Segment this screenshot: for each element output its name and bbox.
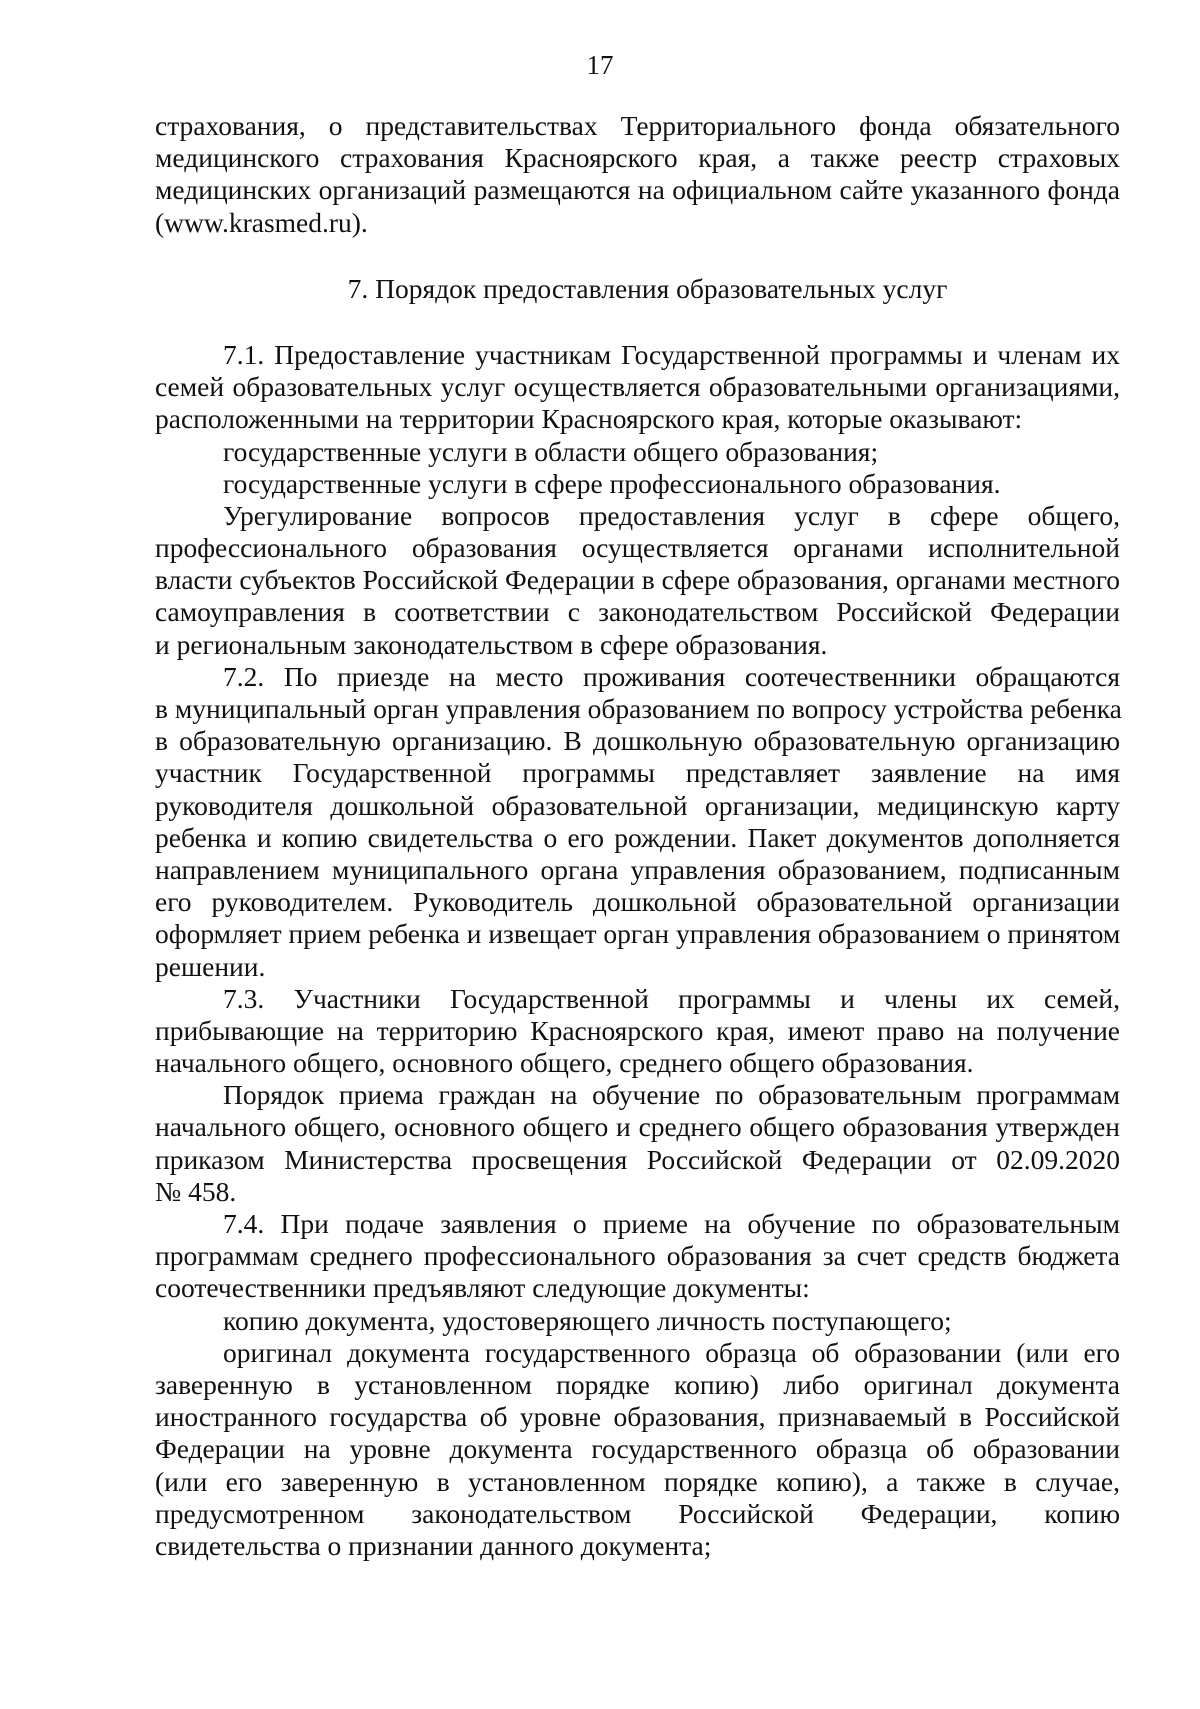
text-line: 7.2. По приезде на место проживания соотечественники обращаются — [223, 660, 1120, 692]
text-line: оригинал документа государственного образца об образовании (или его — [223, 1336, 1120, 1368]
text-line: № 458. — [155, 1175, 237, 1207]
text-line: страхования, о представительствах Территориального фонда обязательного — [155, 110, 1120, 141]
section-heading: 7. Порядок предоставления образовательных услуг — [347, 272, 948, 304]
text-line: (или его заверенную в установленном порядке копию), а также в случае, — [155, 1465, 1120, 1497]
text-line: начального общего, основного общего и среднего общего образования утвержден — [155, 1111, 1120, 1143]
text-line: медицинского страхования Красноярского края, а также реестр страховых — [155, 142, 1120, 174]
text-line: в образовательную организацию. В дошкольную образовательную организацию — [155, 725, 1120, 757]
text-line: руководителя дошкольной образовательной организации, медицинскую карту — [155, 789, 1120, 821]
text-line: прибывающие на территорию Красноярского края, имеют право на получение — [155, 1014, 1120, 1046]
text-line: 7.4. При подаче заявления о приеме на обучение по образовательным — [223, 1208, 1120, 1239]
text-line: профессионального образования осуществляется органами исполнительной — [155, 532, 1120, 564]
text-line: ребенка и копию свидетельства о его рождении. Пакет документов дополняется — [155, 821, 1120, 853]
text-line: заверенную в установленном порядке копию) либо оригинал документа — [155, 1368, 1120, 1400]
text-line: иностранного государства об уровне образования, признаваемый в Российской — [155, 1401, 1120, 1433]
text-line: программам среднего профессионального образования за счет средств бюджета — [155, 1240, 1120, 1272]
text-line: и региональным законодательством в сфере образования. — [155, 628, 828, 660]
text-line: соотечественники предъявляют следующие документы: — [155, 1272, 810, 1304]
text-line: Федерации на уровне документа государственного образца об образовании — [155, 1433, 1120, 1465]
page-number: 17 — [586, 50, 614, 80]
paragraph-7-2 — [155, 661, 1120, 983]
text-line: направлением муниципального органа управления образованием, подписанным — [155, 853, 1120, 885]
text-line: (www.krasmed.ru). — [155, 206, 368, 238]
paragraph-7-4 — [155, 1208, 1120, 1337]
paragraph-7-1 — [155, 339, 1120, 500]
paragraph-7-3-order — [155, 1079, 1120, 1208]
spacer — [155, 305, 1120, 339]
text-line: начального общего, основного общего, среднего общего образования. — [155, 1047, 974, 1079]
text-line: государственные услуги в области общего образования; — [223, 435, 879, 467]
text-line: Урегулирование вопросов предоставления услуг в сфере общего, — [223, 499, 1120, 531]
text-line: его руководителем. Руководитель дошкольной образовательной организации — [155, 886, 1120, 918]
text-line: 7.3. Участники Государственной программы и члены их семей, — [223, 982, 1120, 1014]
text-line: оформляет прием ребенка и извещает орган управления образованием о принятом — [155, 918, 1121, 950]
text-line: 7.1. Предоставление участникам Государственной программы и членам их — [223, 338, 1120, 370]
text-line: копию документа, удостоверяющего личность поступающего; — [223, 1304, 952, 1336]
paragraph-7-1-regulation — [155, 500, 1120, 661]
intro-paragraph — [155, 110, 1120, 239]
text-line: Порядок приема граждан на обучение по образовательным программам — [223, 1079, 1120, 1111]
text-line: предусмотренном законодательством Российской Федерации, копию — [155, 1497, 1120, 1529]
text-line: власти субъектов Российской Федерации в сфере образования, органами местного — [155, 564, 1121, 596]
text-line: участник Государственной программы представляет заявление на имя — [155, 757, 1120, 789]
text-line: решении. — [155, 950, 266, 982]
text-line: государственные услуги в сфере профессионального образования. — [223, 467, 1001, 499]
text-line: приказом Министерства просвещения Российской Федерации от 02.09.2020 — [155, 1143, 1120, 1175]
spacer — [155, 239, 1120, 273]
paragraph-7-3 — [155, 983, 1120, 1080]
text-line: в муниципальный орган управления образованием по вопросу устройства ребенка — [155, 693, 1122, 724]
text-line: свидетельства о признании данного документа; — [155, 1529, 712, 1561]
text-line: самоуправления в соответствии с законодательством Российской Федерации — [155, 596, 1120, 628]
text-line: семей образовательных услуг осуществляется образовательными организациями, — [155, 371, 1120, 403]
paragraph-7-4-original — [155, 1337, 1120, 1562]
text-line: расположенными на территории Красноярского края, которые оказывают: — [155, 403, 1023, 435]
document-body — [155, 110, 1120, 1562]
text-line: медицинских организаций размещаются на официальном сайте указанного фонда — [155, 174, 1120, 206]
